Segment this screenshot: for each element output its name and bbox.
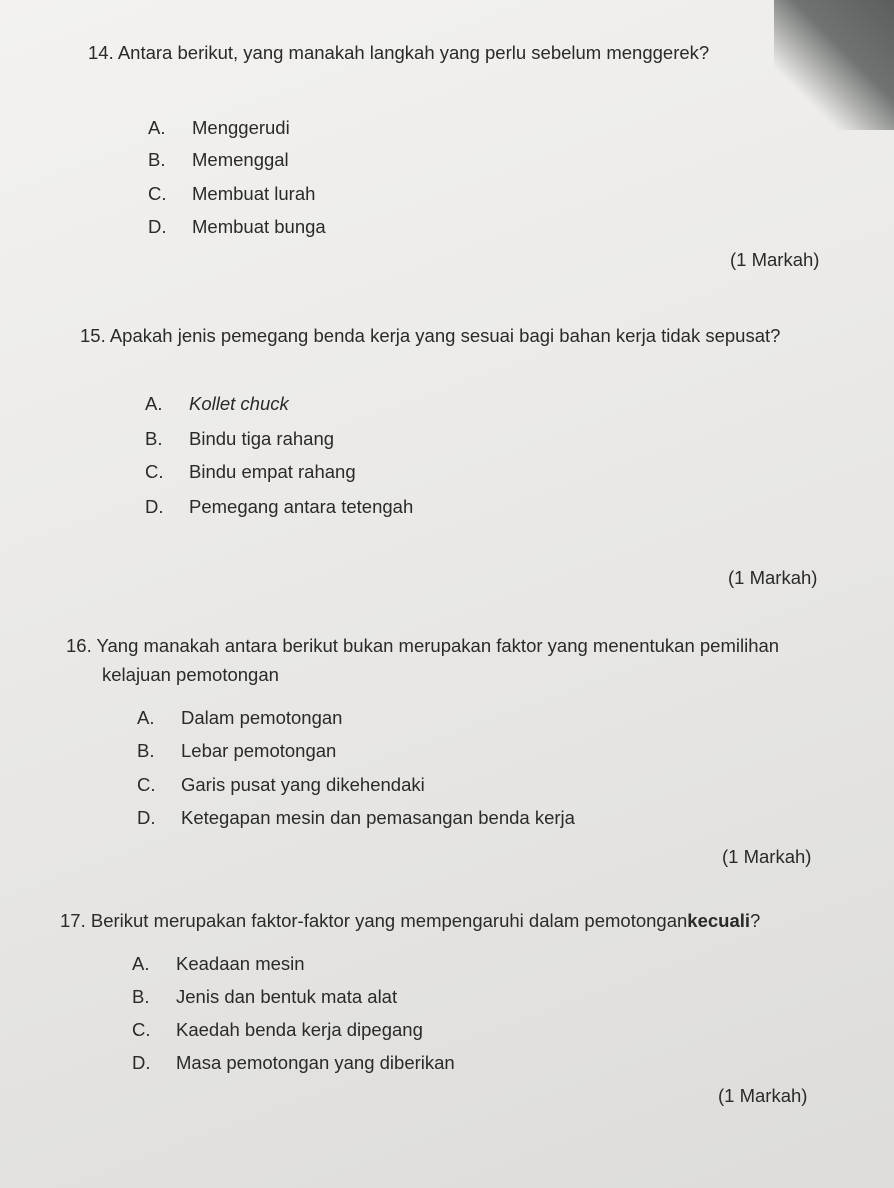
- q15-option-a: A. Kollet chuck: [145, 393, 289, 414]
- q16-option-c: C. Garis pusat yang dikehendaki: [137, 774, 425, 795]
- q17-option-a: A. Keadaan mesin: [132, 953, 305, 974]
- question-text: Apakah jenis pemegang benda kerja yang sesuai bagi bahan kerja tidak sepusat?: [109, 325, 781, 346]
- q17-marks: (1 Markah): [718, 1085, 808, 1106]
- q14-option-d: D. Membuat bunga: [148, 216, 326, 237]
- question-number: 14.: [88, 42, 114, 63]
- question-17-stem: 17. Berikut merupakan faktor-faktor yang mempengaruhi dalam pemotongankecuali?: [60, 910, 761, 931]
- q15-marks: (1 Markah): [728, 567, 818, 588]
- q15-option-d: D. Pemegang antara tetengah: [145, 496, 414, 517]
- photo-corner-shadow: [774, 0, 894, 130]
- question-16-stem-line2: kelajuan pemotongan: [102, 664, 279, 685]
- question-emphasis: kecuali: [687, 910, 751, 931]
- question-text: Antara berikut, yang manakah langkah yang perlu sebelum menggerek?: [117, 42, 710, 63]
- q16-marks: (1 Markah): [722, 846, 812, 867]
- q17-option-d: D. Masa pemotongan yang diberikan: [132, 1052, 455, 1073]
- question-14-stem: [88, 40, 709, 66]
- q14-option-a: A. Menggerudi: [148, 117, 290, 138]
- question-15-stem: [80, 323, 780, 349]
- q17-option-b: B. Jenis dan bentuk mata alat: [132, 986, 398, 1007]
- q16-option-a: A. Dalam pemotongan: [137, 707, 343, 728]
- q15-option-c: C. Bindu empat rahang: [145, 461, 356, 482]
- q14-option-c: C. Membuat lurah: [148, 183, 316, 204]
- question-text: Berikut merupakan faktor-faktor yang mempengaruhi dalam pemotongan: [90, 910, 688, 931]
- question-number: 16.: [66, 635, 92, 656]
- question-16-stem: [66, 633, 779, 659]
- q15-option-b: B. Bindu tiga rahang: [145, 428, 335, 449]
- q14-option-b: B. Memenggal: [148, 149, 289, 170]
- question-number: 17.: [60, 910, 86, 931]
- q17-option-c: C. Kaedah benda kerja dipegang: [132, 1019, 423, 1040]
- question-text: Yang manakah antara berikut bukan merupakan faktor yang menentukan pemilihan: [96, 635, 780, 656]
- q16-option-d: D. Ketegapan mesin dan pemasangan benda kerja: [137, 807, 575, 828]
- q14-marks: (1 Markah): [730, 249, 820, 270]
- q16-option-b: B. Lebar pemotongan: [137, 740, 337, 761]
- question-number: 15.: [80, 325, 106, 346]
